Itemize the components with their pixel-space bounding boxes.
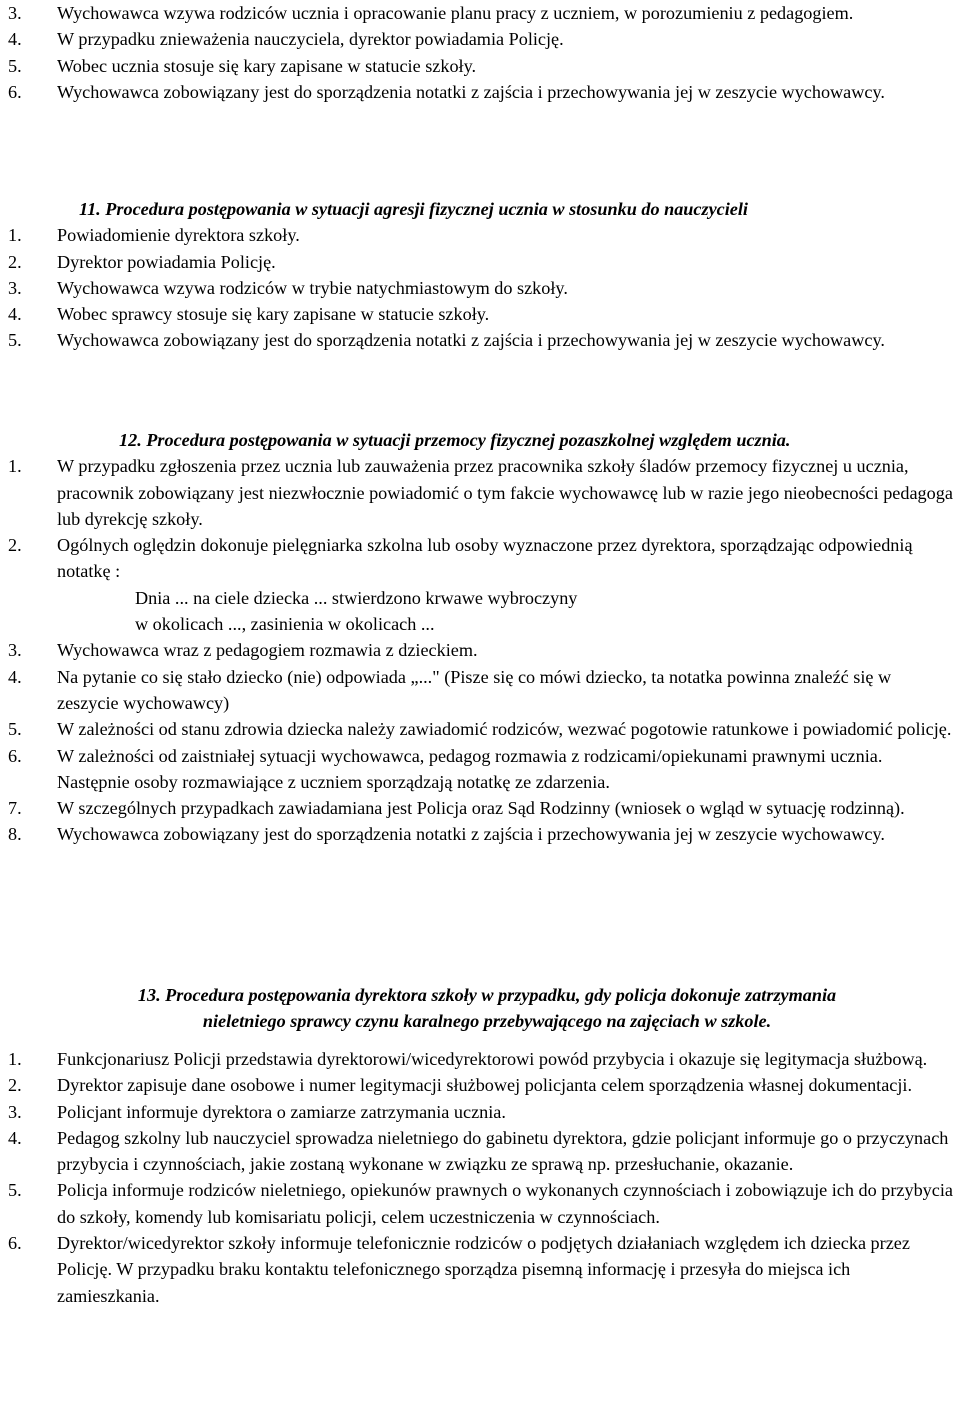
item-text: Policja informuje rodziców nieletniego, opiekunów prawnych o wykonanych czynnościach i zobowiązuje ich do przybycia do szkoły, komendy lub komisariatu policji, celem uczestniczenia w czynnościach. (57, 1180, 953, 1227)
section-12-heading (8, 427, 956, 453)
item-number: 5. (8, 330, 22, 351)
item-number: 8. (8, 824, 22, 845)
item-number: 4. (8, 666, 22, 687)
item-text: Dyrektor powiadamia Policję. (57, 251, 276, 272)
item-number: 6. (8, 745, 22, 766)
item-number: 5. (8, 1180, 22, 1201)
list-item (8, 1125, 956, 1178)
item-text: Ogólnych oględzin dokonuje pielęgniarka szkolna lub osoby wyznaczone przez dyrektora, sporządzając odpowiednią notatkę : (57, 535, 913, 582)
item-number: 2. (8, 1075, 22, 1096)
list-item (8, 453, 956, 532)
item-text: W przypadku znieważenia nauczyciela, dyrektor powiadamia Policję. (57, 29, 564, 50)
section-12 (8, 427, 956, 848)
section-13-list (8, 1046, 956, 1309)
item-number: 3. (8, 3, 22, 23)
item-text: Wobec sprawcy stosuje się kary zapisane w statucie szkoły. (57, 304, 490, 325)
item-text: W zależności od zaistniałej sytuacji wychowawca, pedagog rozmawia z rodzicami/opiekunami prawnymi ucznia. Następnie osoby rozmawiające z uczniem sporządzają notatkę ze zdarzenia. (57, 745, 883, 792)
heading-text: Procedura postępowania w sytuacji agresji fizycznej ucznia w stosunku do nauczycieli (105, 199, 748, 219)
list-item (8, 1099, 956, 1125)
section-11-heading (8, 196, 956, 222)
item-number: 2. (8, 535, 22, 556)
list-item (8, 1230, 956, 1309)
list-item (8, 26, 956, 52)
item-number: 2. (8, 251, 22, 272)
section-13 (8, 982, 956, 1035)
section-12-list (8, 453, 956, 584)
item-text: Wychowawca wraz z pedagogiem rozmawia z dzieckiem. (57, 640, 478, 661)
heading-text: Procedura postępowania w sytuacji przemocy fizycznej pozaszkolnej względem ucznia. (146, 430, 791, 450)
section-11-list (8, 222, 956, 353)
item-number: 4. (8, 1127, 22, 1148)
item-text: Dyrektor zapisuje dane osobowe i numer legitymacji służbowej policjanta celem sporządzenia własnej dokumentacji. (57, 1075, 913, 1096)
section-10-list (8, 0, 956, 105)
list-item (8, 1072, 956, 1098)
section-13-heading (8, 982, 956, 1035)
item-text: Wobec ucznia stosuje się kary zapisane w statucie szkoły. (57, 55, 477, 76)
heading-number: 11. (79, 199, 101, 219)
section-13-body (8, 1046, 956, 1309)
heading-line-1: 13. Procedura postępowania dyrektora szkoły w przypadku, gdy policja dokonuje zatrzymania (137, 985, 837, 1005)
list-item (8, 79, 956, 105)
item-text: W szczególnych przypadkach zawiadamiana jest Policja oraz Sąd Rodzinny (wniosek o wgląd w sytuację rodzinną). (57, 798, 905, 819)
item-number: 4. (8, 29, 22, 50)
section-12-list-continued (8, 637, 956, 847)
list-item (8, 821, 956, 847)
item-text: Powiadomienie dyrektora szkoły. (57, 225, 300, 246)
list-item (8, 716, 956, 742)
section-10-tail (8, 0, 956, 105)
heading-line-2: nieletniego sprawcy czynu karalnego przebywającego na zajęciach w szkole. (202, 1011, 772, 1032)
list-item (8, 532, 956, 585)
item-number: 5. (8, 719, 22, 740)
list-item (8, 0, 956, 26)
item-number: 3. (8, 640, 22, 661)
item-text: Dyrektor/wicedyrektor szkoły informuje telefonicznie rodziców o podjętych działaniach względem ich dziecka przez Policję. W przypadku braku kontaktu telefonicznego sporządza pisemną informację i przesyła do miejsca ich zamieszkania. (57, 1233, 910, 1306)
item-text: Wychowawca wzywa rodziców w trybie natychmiastowym do szkoły. (57, 277, 568, 298)
item-number: 4. (8, 304, 22, 325)
item-text: Wychowawca zobowiązany jest do sporządzenia notatki z zajścia i przechowywania jej w zeszycie wychowawcy. (57, 330, 885, 351)
item-text: Wychowawca wzywa rodziców ucznia i opracowanie planu pracy z uczniem, w porozumieniu z pedagogiem. (57, 3, 854, 23)
item-number: 6. (8, 81, 22, 102)
item-number: 5. (8, 55, 22, 76)
list-item (8, 53, 956, 79)
item-number: 3. (8, 1101, 22, 1122)
list-item (8, 301, 956, 327)
item-text: Wychowawca zobowiązany jest do sporządzenia notatki z zajścia i przechowywania jej w zeszycie wychowawcy. (57, 824, 885, 845)
item-text: W zależności od stanu zdrowia dziecka należy zawiadomić rodziców, wezwać pogotowie ratunkowe i powiadomić policję. (57, 719, 952, 740)
list-item (8, 743, 956, 796)
item-number: 1. (8, 225, 22, 246)
list-item (8, 795, 956, 821)
list-item (8, 1046, 956, 1072)
list-item (8, 222, 956, 248)
item-text: Policjant informuje dyrektora o zamiarze zatrzymania ucznia. (57, 1101, 506, 1122)
item-number: 1. (8, 1049, 22, 1069)
item-text: Na pytanie co się stało dziecko (nie) odpowiada „..." (Pisze się co mówi dziecko, ta notatka powinna znaleźć się w zeszycie wychowawcy) (57, 666, 892, 713)
item-number: 7. (8, 798, 22, 819)
note-template-line-2: w okolicach ..., zasinienia w okolicach ... (135, 614, 435, 635)
item-number: 1. (8, 456, 22, 477)
heading-number: 12. (119, 430, 142, 450)
note-template-line-1: Dnia ... na ciele dziecka ... stwierdzono krwawe wybroczyny (135, 587, 578, 608)
list-item (8, 637, 956, 663)
list-item (8, 664, 956, 717)
item-number: 3. (8, 277, 22, 298)
item-text: Wychowawca zobowiązany jest do sporządzenia notatki z zajścia i przechowywania jej w zeszycie wychowawcy. (57, 81, 885, 102)
list-item (8, 1177, 956, 1230)
section-11 (8, 196, 956, 354)
item-text: W przypadku zgłoszenia przez ucznia lub zauważenia przez pracownika szkoły śladów przemocy fizycznej u ucznia, pracownik zobowiązany jest niezwłocznie powiadomić o tym fakcie wychowawcę lub w razie jego nieobecności pedagoga lub dyrekcję szkoły. (57, 456, 953, 529)
list-item (8, 275, 956, 301)
list-item (8, 249, 956, 275)
list-item (8, 327, 956, 353)
item-number: 6. (8, 1233, 22, 1254)
item-text: Pedagog szkolny lub nauczyciel sprowadza nieletniego do gabinetu dyrektora, gdzie policjant informuje go o przyczynach przybycia i czynnościach, jakie zostaną wykonane w związku ze sprawą np. przesłuchanie, okazanie. (57, 1127, 949, 1175)
item-text: Funkcjonariusz Policji przedstawia dyrektorowi/wicedyrektorowi powód przybycia i okazuje się legitymacja służbową. (57, 1049, 928, 1069)
